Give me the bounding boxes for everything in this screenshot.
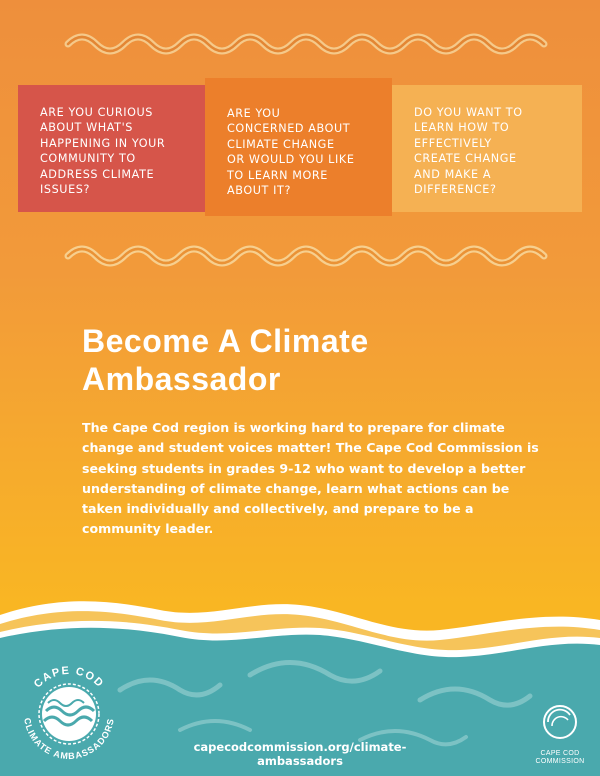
- website-link[interactable]: capecodcommission.org/climate-ambassadors: [193, 740, 407, 768]
- page-title: Become A Climate Ambassador: [82, 323, 369, 397]
- logo-text-bottom: CLIMATE AMBASSADORS: [22, 717, 116, 762]
- commission-logo-text: CAPE COD COMMISSION: [535, 750, 585, 765]
- intro-paragraph: The Cape Cod region is working hard to prepare for climate change and student voices matter! The Cape Cod Commission is seeking students in grades 9-12 who want to develop a better understanding of climate change, learn what actions can be taken individually and collectively, and prepare to be a community leader.: [82, 420, 539, 537]
- logo-text-top: CAPE COD: [31, 664, 107, 691]
- question-box-curious: ARE YOU CURIOUS ABOUT WHAT'S HAPPENING IN YOUR COMMUNITY TO ADDRESS CLIMATE ISSUES?: [18, 85, 205, 212]
- commission-circle-icon: [530, 700, 590, 746]
- top-wave-decoration: [0, 22, 600, 62]
- question-box-concerned: ARE YOU CONCERNED ABOUT CLIMATE CHANGE OR WOULD YOU LIKE TO LEARN MORE ABOUT IT?: [205, 78, 392, 216]
- cape-cod-commission-logo: [530, 700, 590, 770]
- svg-text:CAPE COD: [32, 665, 106, 691]
- climate-ambassadors-logo: [14, 659, 124, 769]
- middle-wave-decoration: [0, 232, 600, 272]
- question-box-create-change: DO YOU WANT TO LEARN HOW TO EFFECTIVELY CREATE CHANGE AND MAKE A DIFFERENCE?: [392, 85, 582, 212]
